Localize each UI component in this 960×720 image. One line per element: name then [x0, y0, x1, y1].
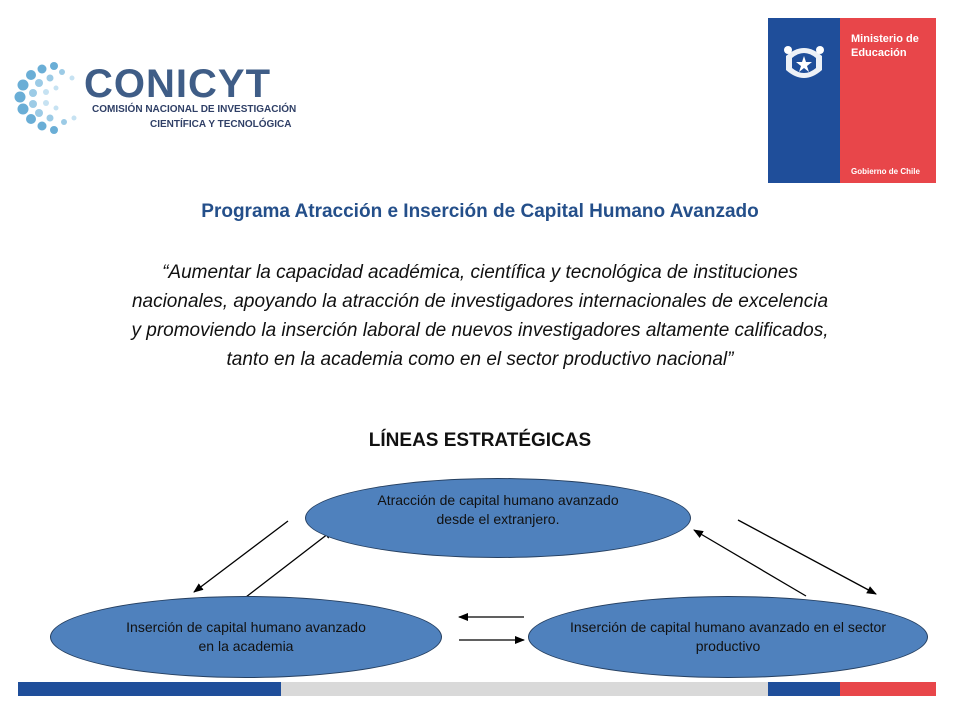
footer-bar-blue-left — [18, 682, 281, 696]
line-productive-ellipse — [528, 596, 928, 678]
program-title: Programa Atracción e Inserción de Capital Humano Avanzado — [201, 201, 759, 222]
arrow-right-to-top — [694, 530, 806, 596]
conicyt-dots-icon — [14, 60, 94, 140]
ministerio-blue-panel — [768, 18, 840, 183]
conicyt-line2: CIENTÍFICA Y TECNOLÓGICA — [150, 119, 292, 130]
conicyt-line1: COMISIÓN NACIONAL DE INVESTIGACIÓN — [92, 104, 297, 115]
line-academia-label: Inserción de capital humano avanzado en la academia — [126, 619, 366, 654]
section-title: LÍNEAS ESTRATÉGICAS — [368, 430, 592, 451]
line-attraction-ellipse — [305, 478, 691, 558]
footer-bar-grey — [281, 682, 768, 696]
arrow-top-to-right — [738, 520, 876, 594]
line-attraction-label: Atracción de capital humano avanzado desde el extranjero. — [377, 492, 619, 527]
footer-bar-blue-right — [768, 682, 840, 696]
program-quote: “Aumentar la capacidad académica, científica y tecnológica de instituciones nacionales, apoyando la atracción de investigadores internacionales de excelencia y promoviendo la inserción laboral de nuevos investigadores altamente calificados, tanto en la academia como en el sector productivo nacional” — [131, 262, 829, 370]
ministerio-logo — [768, 18, 936, 183]
ministerio-subtitle: Gobierno de Chile — [851, 167, 920, 176]
ministerio-title: Ministerio de Educación — [851, 33, 919, 59]
line-productive-label: Inserción de capital humano avanzado en el sector productivo — [570, 619, 886, 654]
arrow-top-to-left — [194, 521, 288, 592]
line-academia-ellipse — [50, 596, 442, 678]
arrow-left-to-top — [246, 530, 333, 597]
coat-of-arms-icon — [778, 36, 830, 88]
conicyt-name: CONICYT — [84, 62, 271, 106]
footer-bar-red — [840, 682, 936, 696]
